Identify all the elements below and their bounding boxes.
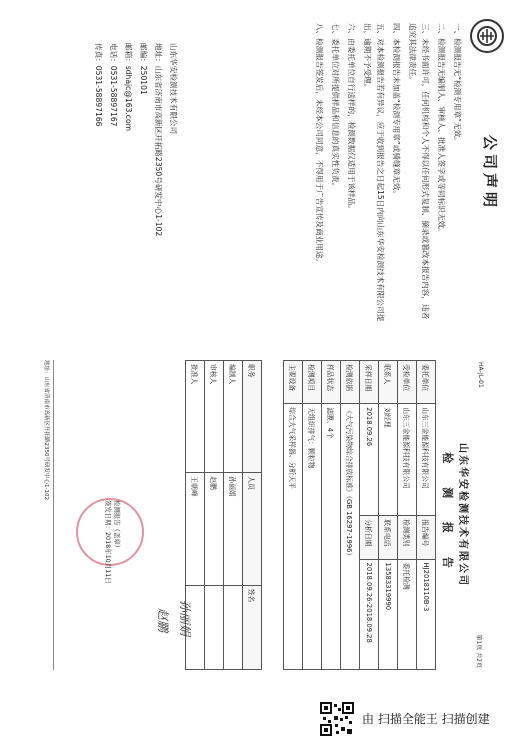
report-info-key: 委托单位 — [417, 361, 436, 404]
personnel-row — [205, 361, 224, 670]
personnel-header-cell: 职务 — [243, 361, 262, 473]
report-info-key: 检测依据 — [341, 361, 360, 404]
report-info-row — [417, 361, 436, 670]
report-info-value: HJ2018110B-3 — [417, 559, 436, 669]
report-page-number: 第1页 共2页 — [475, 634, 482, 668]
report-info-key: 检测项目 — [303, 361, 322, 404]
report-issue-block — [104, 500, 122, 680]
report-info-value: 2018.09.26 — [360, 404, 379, 516]
personnel-role: 审核人 — [205, 361, 224, 473]
report-info-value: 山东三金能源科技有限公司 — [398, 404, 417, 516]
report-info-value: 13583319990 — [379, 559, 398, 669]
report-info-table — [283, 360, 436, 670]
statement-item: 二、检测报告无编制人、审核人、批准人签字或等同标识无效。 — [437, 23, 446, 236]
company-phone: 电话：0531-58897167 — [109, 43, 118, 127]
personnel-name: 孙丽娟 — [224, 473, 243, 585]
report-info-value: 综合大气采样器、分析天平 — [284, 404, 303, 670]
statement-page — [10, 13, 510, 333]
personnel-row — [224, 361, 243, 670]
report-title: 检 测 报 告 — [441, 452, 454, 578]
issue-label: 检测报告（盖章） — [113, 500, 121, 552]
statement-item: 七、委托单位对所提供样品和信息的真实性负责。 — [331, 23, 340, 191]
report-info-row — [303, 361, 322, 670]
scanner-watermark-text: 由 扫描全能王 扫描创建 — [362, 712, 490, 726]
statement-item: 四、本检测报告未加盖“检测专用章”或骑缝章无效。 — [392, 23, 401, 198]
personnel-signature — [224, 585, 243, 669]
report-info-key: 报告编号 — [417, 516, 436, 559]
company-contact-block — [90, 43, 180, 313]
report-info-key: 样品状态 — [322, 361, 341, 404]
company-name: 山东华安检测技术有限公司 — [169, 43, 178, 135]
company-address: 地址：山东省济南市高新区开拓路2350号研发中心1-102 — [154, 43, 163, 237]
report-info-value: 山东三金能源科技有限公司 — [417, 404, 436, 516]
report-footer-address: 地址：山东省济南市高新区开拓路2350号研发中心1-102 — [43, 360, 54, 670]
handwritten-signature-icon: 赵鹏 — [156, 608, 170, 633]
scanner-watermark — [0, 700, 520, 736]
report-info-key: 受检单位 — [398, 361, 417, 404]
report-info-value: 委托检测 — [398, 559, 417, 669]
report-info-key: 检测类别 — [398, 516, 417, 559]
personnel-header-cell: 人员 — [243, 473, 262, 585]
report-info-key: 联系人 — [379, 361, 398, 404]
personnel-signature — [205, 585, 224, 669]
personnel-role: 批准人 — [186, 361, 205, 473]
report-info-key: 采样日期 — [360, 361, 379, 404]
statement-page-wrapper — [8, 8, 512, 338]
report-info-value: 刘经理 — [379, 404, 398, 516]
report-info-value: 《大气污染物综合排放标准》（GB 16297-1996） — [341, 404, 360, 670]
report-company-title: 山东华安检测技术有限公司 — [457, 443, 468, 587]
personnel-role: 编制人 — [224, 361, 243, 473]
statement-item: 一、检测报告无“检测专用章”无效。 — [453, 23, 462, 145]
personnel-name: 王朝峰 — [186, 473, 205, 585]
statement-item: 八、检测报告签发后，未经本公司同意，不得用于广告宣传及商业用途。 — [315, 23, 324, 266]
report-info-row — [398, 361, 417, 670]
personnel-header-cell: 签名 — [243, 585, 262, 669]
company-email: 邮箱：sdhajc@163.com — [124, 43, 133, 132]
qr-code-icon — [320, 702, 354, 736]
issue-date: 签发日期：2018年10月11日 — [104, 500, 112, 584]
statement-items — [310, 23, 464, 325]
company-postcode: 邮编：250101 — [139, 43, 148, 95]
report-info-value: 滤膜，4个 — [322, 404, 341, 670]
personnel-header-row — [243, 361, 262, 670]
handwritten-signature-icon: 孙丽娟 — [178, 600, 192, 637]
statement-item: 三、未经书面许可，任何机构和个人不得以任何形式复制、摘录或篡改本报告内容，违者追究其法律责任。 — [408, 23, 430, 320]
report-info-key: 分析日期 — [360, 516, 379, 559]
personnel-table — [185, 360, 262, 670]
report-info-value: 2018.09.26-2018.09.28 — [360, 559, 379, 669]
report-info-row — [322, 361, 341, 670]
report-info-row — [379, 361, 398, 670]
report-page — [34, 350, 494, 680]
report-info-row — [360, 361, 379, 670]
report-page-wrapper — [14, 340, 514, 690]
report-info-row — [341, 361, 360, 670]
statement-item: 五、对本检测报告若有异议，应于收到报告之日起15日内向山东华安检测技术有限公司提出，逾期不予受理。 — [363, 23, 385, 322]
report-info-row — [284, 361, 303, 670]
statement-title: 公司声明 — [481, 134, 499, 211]
report-info-key: 主要设备 — [284, 361, 303, 404]
personnel-name: 赵鹏 — [205, 473, 224, 585]
statement-item: 六、由委托单位自行送样的，检测数据仅适用于该样品。 — [347, 23, 356, 213]
report-info-key: 联系电话 — [379, 516, 398, 559]
report-info-value: 无组织排气：颗粒物 — [303, 404, 322, 670]
company-fax: 传真：0531-58897166 — [94, 43, 103, 127]
report-form-code: HA-JL-01 — [477, 362, 484, 388]
